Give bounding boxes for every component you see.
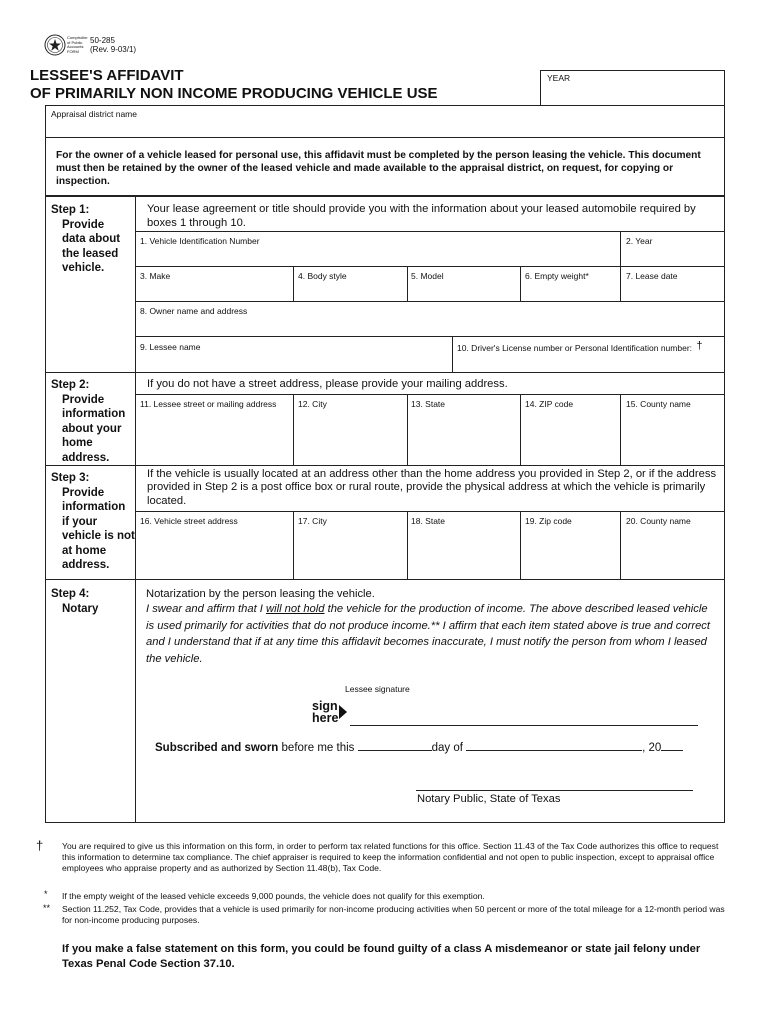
lessee-zip-label: 14. ZIP code <box>525 399 574 409</box>
step-divider <box>45 372 725 373</box>
vehicle-street-label: 16. Vehicle street address <box>140 516 238 526</box>
vehicle-year-label: 2. Year <box>626 236 653 246</box>
title-line-2: OF PRIMARILY NON INCOME PRODUCING VEHICLE USE <box>30 84 438 102</box>
appraisal-district-label: Appraisal district name <box>51 109 137 119</box>
step-divider <box>45 579 725 580</box>
seal-icon <box>44 34 66 56</box>
drivers-license-label: 10. Driver's License number or Personal Identification number: † <box>457 340 703 353</box>
step2-label: Step 2: Provide information about your home address. <box>51 379 126 464</box>
lessee-county-label: 15. County name <box>626 399 691 409</box>
star-footnote: If the empty weight of the leased vehicle exceeds 9,000 pounds, the vehicle does not qualify for this exemption. <box>62 891 485 901</box>
lessee-signature-label: Lessee signature <box>345 684 410 694</box>
step4-label: Step 4: Notary <box>51 588 99 615</box>
make-label: 3. Make <box>140 271 171 281</box>
sworn-month-field[interactable] <box>466 740 642 751</box>
seal-caption: Comptroller of Public Accounts FORM <box>67 35 88 54</box>
sworn-year-field[interactable] <box>661 740 683 751</box>
lessee-street-label: 11. Lessee street or mailing address <box>140 399 277 409</box>
comptroller-seal <box>44 34 66 56</box>
dagger-mark: † <box>696 340 703 352</box>
step1-label: Step 1: Provide data about the leased vehicle. <box>51 204 121 274</box>
vin-label: 1. Vehicle Identification Number <box>140 236 260 246</box>
star-footnote-mark: * <box>44 889 48 899</box>
appraisal-district-field[interactable] <box>45 105 725 138</box>
intro-text: For the owner of a vehicle leased for personal use, this affidavit must be completed by the person leasing the vehicle. This document must then be retained by the owner of the leased vehicle and made available to the appraisal district, on request, for copying or inspection. <box>56 150 701 187</box>
lease-date-label: 7. Lease date <box>626 271 678 281</box>
lessee-signature-line[interactable] <box>350 707 698 726</box>
step1-instruction: Your lease agreement or title should provide you with the information about your leased automobile required by boxes 1 through 10. <box>147 203 696 229</box>
title-line-1: LESSEE'S AFFIDAVIT <box>30 67 184 84</box>
form-revision: (Rev. 9-03/1) <box>90 45 137 54</box>
sworn-line: Subscribed and sworn before me this day of , 20 <box>155 740 683 755</box>
vehicle-city-label: 17. City <box>298 516 327 526</box>
lessee-state-label: 13. State <box>411 399 446 409</box>
step3-instruction: If the vehicle is usually located at an address other than the home address you provided in Step 2, or if the address provided in Step 2 is a post office box or rural route, provide the physical address at which the vehicle is primarily located. <box>147 468 717 507</box>
vehicle-state-label: 18. State <box>411 516 446 526</box>
lessee-name-label: 9. Lessee name <box>140 342 201 352</box>
dagger-footnote: You are required to give us this information on this form, in order to perform tax related functions for this office. Section 11.43 of the Tax Code authorizes this office to request this information to determine tax compliance. The chief appraiser is required to keep the information confidential and not open to public inspection, except to appraisal office employees who appraise property and as authorized by Section 11.48(b), Tax Code. <box>62 841 719 874</box>
lessee-city-label: 12. City <box>298 399 327 409</box>
vehicle-zip-label: 19. Zip code <box>525 516 572 526</box>
notary-label: Notary Public, State of Texas <box>417 793 561 805</box>
double-star-footnote-mark: ** <box>43 903 51 913</box>
notary-signature-line[interactable] <box>416 772 693 791</box>
false-statement-warning: If you make a false statement on this form, you could be found guilty of a class A misdemeanor or state jail felony under Texas Penal Code Section 37.10. <box>62 943 701 970</box>
owner-name-address-label: 8. Owner name and address <box>140 306 248 316</box>
empty-weight-label: 6. Empty weight* <box>525 271 589 281</box>
sign-here-arrow-icon <box>339 705 347 719</box>
step2-instruction: If you do not have a street address, please provide your mailing address. <box>147 378 508 390</box>
sign-here-marker: sign here <box>312 699 339 725</box>
form-title <box>30 67 438 102</box>
notary-heading: Notarization by the person leasing the vehicle. <box>146 588 375 600</box>
oath-text: I swear and affirm that I will not hold the vehicle for the production of income. The above described leased vehicle is used primarily for activities that do not produce income.** I affirm that each item stated above is true and correct and I understand that if at any time this affidavit becomes inaccurate, I must notify the person from whom I leased the vehicle. <box>146 603 710 665</box>
step3-label: Step 3: Provide information if your vehicle is not at home address. <box>51 472 135 571</box>
body-style-label: 4. Body style <box>298 271 347 281</box>
sworn-day-field[interactable] <box>358 740 432 751</box>
form-number: 50-285 <box>90 36 115 45</box>
vehicle-county-label: 20. County name <box>626 516 691 526</box>
double-star-footnote: Section 11.252, Tax Code, provides that a vehicle is used primarily for non-income producing activities when 50 percent or more of the total mileage for a 12-month period was for non-income producing purposes. <box>62 904 725 926</box>
model-label: 5. Model <box>411 271 444 281</box>
year-label: YEAR <box>547 73 571 83</box>
step-divider <box>45 465 725 466</box>
dagger-footnote-mark: † <box>36 838 44 853</box>
